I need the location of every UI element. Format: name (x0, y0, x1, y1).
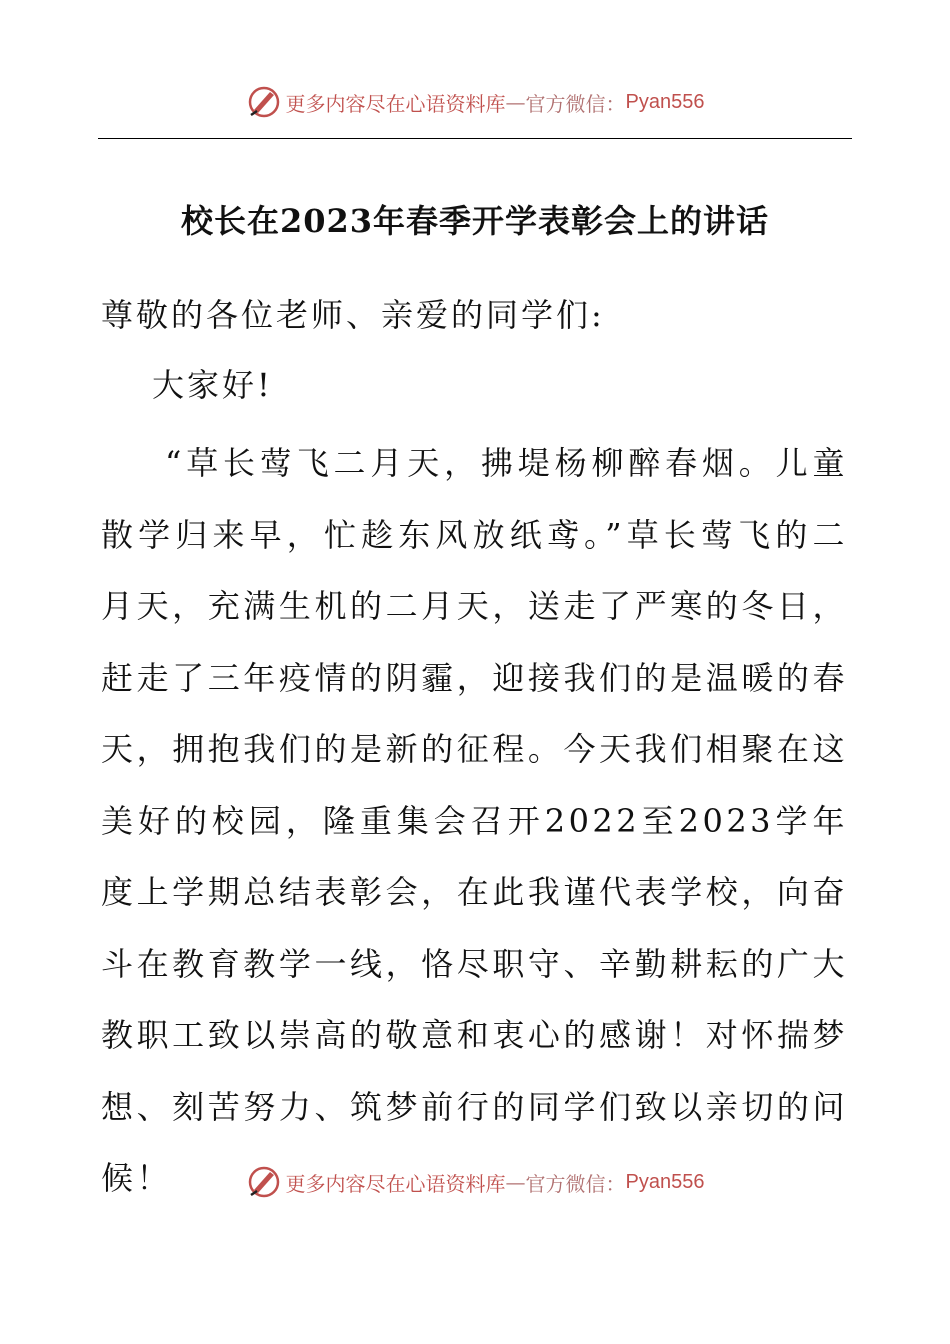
watermark-dash: — (505, 90, 526, 114)
watermark-wechat-label: 官方微信： (525, 91, 626, 116)
watermark-wechat-label: 官方微信： (525, 1171, 626, 1196)
body-paragraph: “草长莺飞二月天，拂堤杨柳醉春烟。儿童散学归来早，忙趁东风放纸鸢。”草长莺飞的二月天，充满生机的二月天，送走了严寒的冬日，赶走了三年疫情的阴霾，迎接我们的是温暖的春天，拥抱我们的是新的征程。今天我们相聚在这美好的校园，隆重集会召开2022至2023学年度上学期总结表彰会，在此我谨代表学校，向奋斗在教育教学一线，恪尽职守、辛勤耕耘的广大教职工致以崇高的敬意和衷心的感谢！对怀揣梦想、刻苦努力、筑梦前行的同学们致以亲切的问候！ (101, 444, 848, 1197)
greeting: 大家好! (152, 366, 273, 404)
watermark-wechat-id: Pyan556 (625, 90, 705, 113)
watermark-wechat-id: Pyan556 (625, 1170, 705, 1193)
salutation: 尊敬的各位老师、亲爱的同学们: (101, 296, 605, 334)
header-divider (98, 138, 852, 139)
pen-logo-icon (246, 84, 282, 120)
watermark-text: 更多内容尽在心语资料库 (285, 1171, 506, 1196)
header-watermark (0, 84, 950, 120)
document-title: 校长在2023年春季开学表彰会上的讲话 (180, 202, 770, 240)
footer-watermark (0, 1164, 950, 1200)
watermark-dash: — (505, 1170, 526, 1194)
pen-logo-icon (246, 1164, 282, 1200)
watermark-text: 更多内容尽在心语资料库 (285, 91, 506, 116)
